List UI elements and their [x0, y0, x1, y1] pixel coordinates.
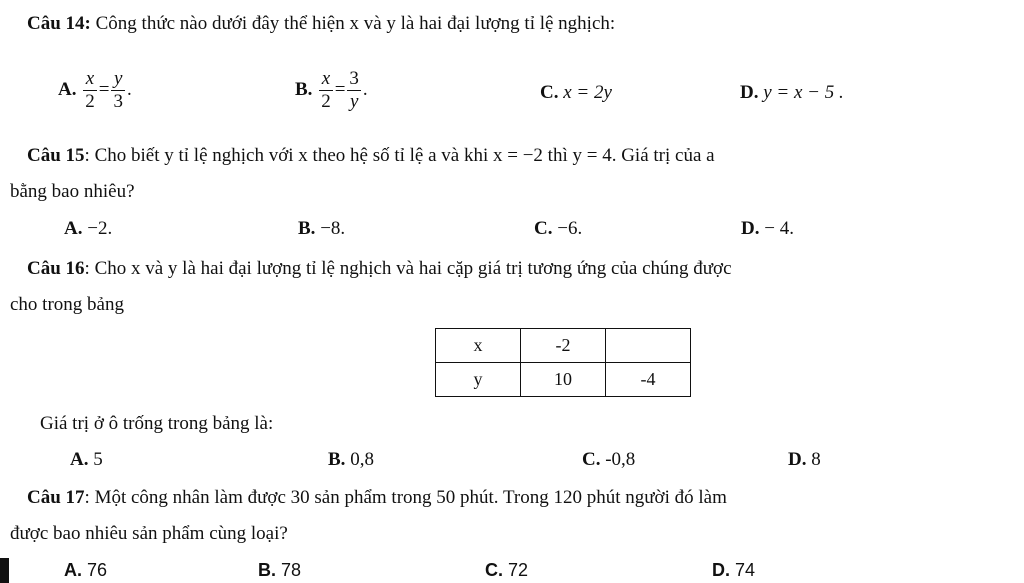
- question-15-text-1: : Cho biết y tỉ lệ nghịch với x theo hệ số tỉ lệ a và khi x = −2 thì y = 4. Giá trị của a: [84, 145, 715, 166]
- option-letter: C.: [534, 218, 553, 239]
- q14-option-b[interactable]: [295, 68, 368, 113]
- option-letter: C.: [485, 560, 503, 580]
- option-value: 78: [276, 560, 302, 580]
- q16-option-a[interactable]: [70, 449, 103, 471]
- q17-option-c[interactable]: [485, 560, 528, 581]
- question-15-line-1: [27, 145, 715, 167]
- question-17-text-1: : Một công nhân làm được 30 sản phẩm trong 50 phút. Trong 120 phút người đó làm: [84, 487, 727, 508]
- question-16-label: Câu 16: [27, 258, 85, 279]
- margin-marker: [0, 558, 9, 583]
- option-value: − 4.: [759, 218, 794, 239]
- q16-option-b[interactable]: [328, 449, 374, 471]
- denominator: 2: [321, 91, 331, 112]
- question-17-label: Câu 17: [27, 487, 85, 508]
- q15-option-d[interactable]: [741, 218, 794, 240]
- question-16-line-1: [27, 258, 732, 280]
- equals-sign: =: [334, 78, 346, 100]
- value-table: [435, 328, 691, 397]
- q15-option-c[interactable]: [534, 218, 582, 240]
- q15-option-a[interactable]: [64, 218, 112, 240]
- question-16-text-1: : Cho x và y là hai đại lượng tỉ lệ nghịch và hai cặp giá trị tương ứng của chúng được: [84, 258, 732, 279]
- table-row: [436, 329, 691, 363]
- option-value: -0,8: [600, 449, 636, 470]
- table-cell: y: [436, 363, 521, 397]
- option-letter: D.: [788, 449, 807, 470]
- denominator: 2: [85, 91, 95, 112]
- option-letter: B.: [298, 218, 316, 239]
- option-letter: C.: [540, 82, 559, 103]
- q14-option-d[interactable]: [740, 82, 844, 104]
- option-letter: D.: [741, 218, 760, 239]
- fraction: [83, 68, 97, 113]
- option-letter: A.: [58, 78, 77, 100]
- option-letter: A.: [70, 449, 89, 470]
- numerator: 3: [349, 68, 359, 89]
- option-letter: A.: [64, 560, 82, 580]
- question-16-line-2: cho trong bảng: [10, 294, 124, 315]
- period: .: [362, 78, 368, 100]
- q17-option-d[interactable]: [712, 560, 755, 581]
- table-cell: -2: [521, 329, 606, 363]
- question-14-line: [27, 13, 615, 35]
- table-cell: 10: [521, 363, 606, 397]
- denominator: 3: [113, 91, 123, 112]
- empty-table-cell: [606, 329, 691, 363]
- question-15-line-2: bằng bao nhiêu?: [10, 181, 135, 202]
- question-14-label: Câu 14:: [27, 13, 91, 34]
- option-expression: x = 2y: [563, 82, 612, 103]
- numerator: x: [319, 68, 333, 91]
- option-letter: D.: [740, 82, 759, 103]
- option-value: 0,8: [345, 449, 374, 470]
- question-14-text: Công thức nào dưới đây thể hiện x và y là hai đại lượng tỉ lệ nghịch:: [95, 13, 616, 34]
- option-letter: B.: [295, 78, 313, 100]
- option-value: 5: [88, 449, 103, 470]
- table-row: [436, 363, 691, 397]
- option-value: 76: [82, 560, 108, 580]
- numerator: x: [83, 68, 97, 91]
- option-value: −6.: [552, 218, 583, 239]
- option-letter: D.: [712, 560, 730, 580]
- q16-option-c[interactable]: [582, 449, 635, 471]
- option-letter: B.: [258, 560, 276, 580]
- q17-option-a[interactable]: [64, 560, 107, 581]
- fraction: [319, 68, 333, 113]
- equals-sign: =: [98, 78, 110, 100]
- table-cell: x: [436, 329, 521, 363]
- q14-option-c[interactable]: [540, 82, 612, 104]
- option-letter: B.: [328, 449, 346, 470]
- q15-option-b[interactable]: [298, 218, 345, 240]
- q17-option-b[interactable]: [258, 560, 301, 581]
- option-value: −8.: [315, 218, 346, 239]
- numerator: y: [111, 68, 125, 91]
- question-16-prompt: Giá trị ở ô trống trong bảng là:: [40, 413, 274, 434]
- fraction: [111, 68, 125, 113]
- q14-option-a[interactable]: [58, 68, 132, 113]
- question-17-line-1: [27, 487, 727, 509]
- question-17-line-2: được bao nhiêu sản phẩm cùng loại?: [10, 523, 288, 544]
- option-letter: C.: [582, 449, 601, 470]
- option-value: 8: [806, 449, 821, 470]
- option-value: 74: [730, 560, 756, 580]
- q16-option-d[interactable]: [788, 449, 821, 471]
- option-expression: y = x − 5 .: [763, 82, 844, 103]
- fraction: [347, 68, 361, 113]
- option-value: 72: [503, 560, 529, 580]
- table-cell: -4: [606, 363, 691, 397]
- period: .: [126, 78, 132, 100]
- option-letter: A.: [64, 218, 83, 239]
- question-15-label: Câu 15: [27, 145, 85, 166]
- denominator: y: [349, 91, 359, 112]
- option-value: −2.: [82, 218, 113, 239]
